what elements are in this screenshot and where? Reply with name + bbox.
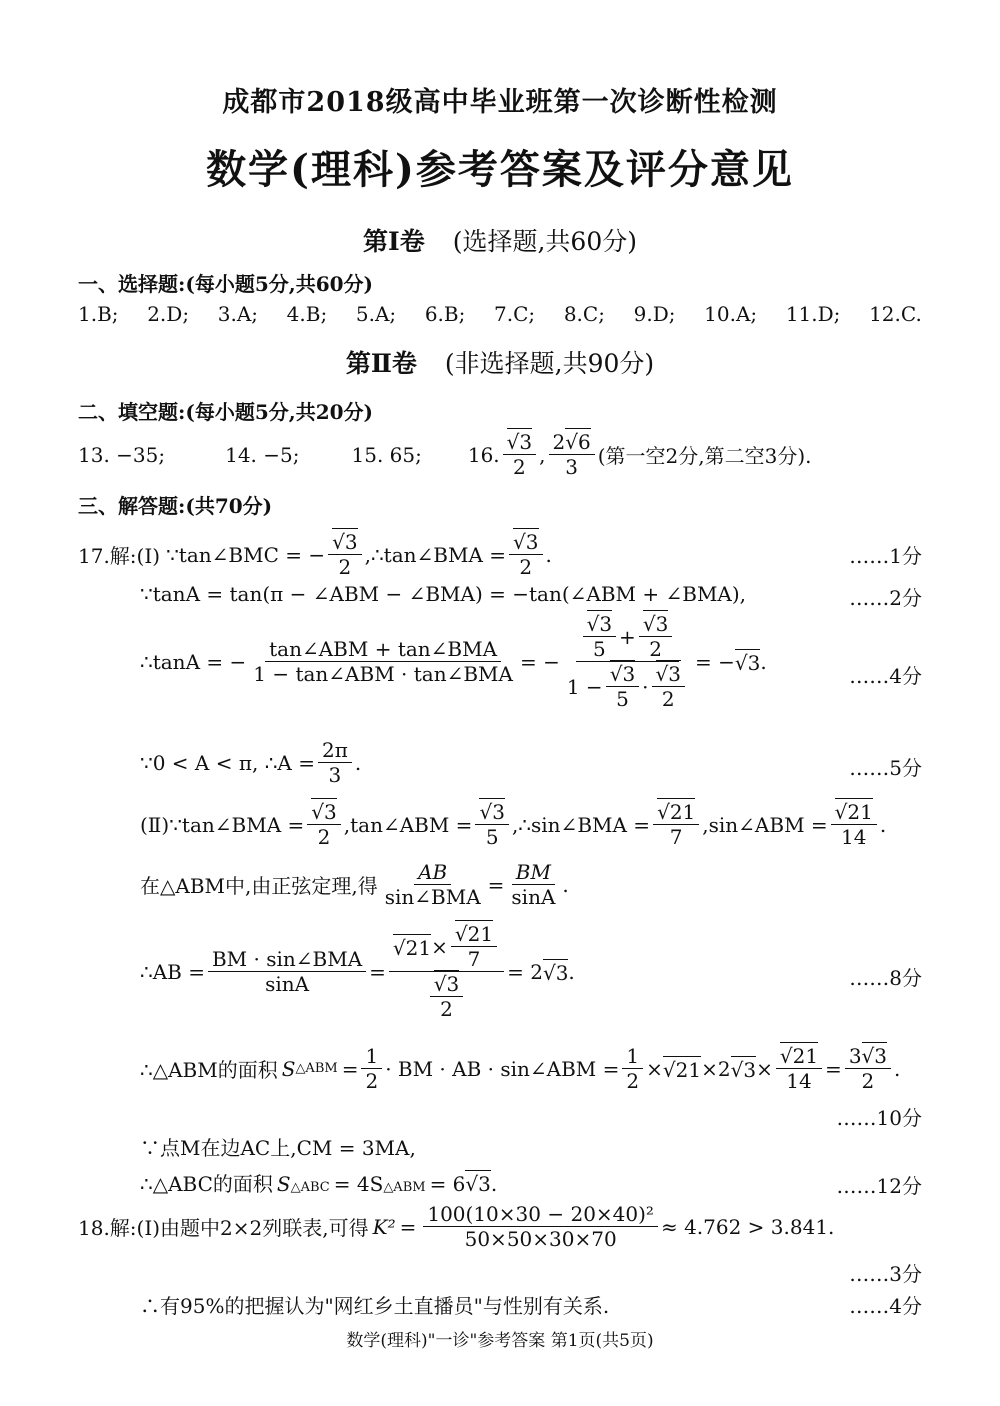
choice-answer: 3.A; (217, 302, 258, 326)
fill-answer-15: 15. 65; (351, 442, 422, 467)
q17-label: 17.解:(Ⅰ) (78, 544, 161, 568)
score-mark: ……4分 (849, 664, 922, 688)
fill-answer-16-fraction-2: $\frac{2√ 6}{3}$ (549, 430, 595, 479)
part1-title: 第Ⅰ卷 (363, 227, 425, 256)
solve-section-heading: 三、解答题:(共70分) (78, 494, 273, 518)
fill-answer-16-note: (第一空2分,第二空3分). (597, 444, 812, 468)
choice-section-heading: 一、选择题:(每小题5分,共60分) (78, 272, 374, 296)
score-mark: ……4分 (849, 1294, 922, 1318)
choice-answer: 6.B; (424, 302, 466, 326)
choice-answer: 7.C; (494, 302, 536, 326)
q17-line-9: ∵点M在边AC上,CM = 3MA, (140, 1136, 416, 1160)
score-mark: ……8分 (849, 966, 922, 990)
q17-line-10: ∴△ABC的面积 S △ABC = 4S △ABM = 6 √ 3 . (140, 1168, 497, 1197)
choice-answer: 8.C; (563, 302, 605, 326)
fraction: $\frac{2\pi}{3}$ (318, 738, 352, 787)
fill-answer-13: 13. −35; (78, 442, 166, 467)
fraction: $\frac{\text{tan∠ABM + tan∠BMA}}{\text{1 − tan∠ABM · tan∠BMA}}$ (253, 637, 513, 686)
q17-line-4: ∵0 < A < π, ∴A = $\frac{2\pi}{3}$ . (140, 738, 362, 787)
q17-line-7: ∴AB = $\frac{\text{BM · sin∠BMA}}{\sin A}$ = √ 21 × √ $\frac{21}{7}$ √ $\frac{3}{2}$ = 2 √ 3 . (140, 922, 575, 1021)
fill-answers-row: 13. −35; 14. −5; 15. 65; 16. √ $\frac{3}{2}$ , $\frac{2√ 6}{3}$ (第一空2分,第二空3分). (78, 430, 812, 479)
fill-section-heading: 二、填空题:(每小题5分,共20分) (78, 400, 374, 424)
q17-line-5: (Ⅱ) ∵tan∠BMA = √ $\frac{3}{2}$ ,tan∠ABM = √ $\frac{3}{5}$ ,∴sin∠BMA = √ $\frac{21}{7}$ ,sin∠ABM = √ $\frac{21}{14}$ . (140, 800, 886, 849)
score-mark: ……10分 (836, 1106, 922, 1130)
fill-answer-14: 14. −5; (225, 442, 300, 467)
q17-line-8: ∴△ABM的面积 S △ABM = $\frac{1}{2}$ · BM · AB · sin∠ABM = $\frac{1}{2}$ × √ 21 ×2 √ 3 × √ $\frac{21}{14}$ = $\frac{3√ 3}{2}$ . (140, 1044, 900, 1093)
part1-note: (选择题,共60分) (452, 227, 637, 256)
part2-title: 第Ⅱ卷 (345, 349, 417, 378)
choice-answer: 1.B; (78, 302, 119, 326)
fraction: √ $\frac{3}{2}$ (328, 530, 361, 579)
q18-line-1: 18.解:(Ⅰ)由题中2×2列联表,可得 K² = $\frac{\text{100(10×30 − 20×40)²}}{50\times 50\times 30\times 70}$ ≈ 4.762 > 3.841. (78, 1202, 835, 1251)
fill-answer-16-fraction-1: √ $\frac{3}{2}$ (503, 430, 536, 479)
choice-answers-row (78, 302, 922, 326)
choice-answer: 4.B; (286, 302, 328, 326)
q17-line-2: ∵tanA = tan(π − ∠ABM − ∠BMA) = −tan(∠ABM + ∠BMA), (140, 582, 747, 606)
part2-note: (非选择题,共90分) (444, 349, 655, 378)
choice-answer: 5.A; (355, 302, 397, 326)
choice-answer: 2.D; (147, 302, 190, 326)
choice-answer: 11.D; (785, 302, 841, 326)
part2-heading (0, 344, 1000, 380)
q18-label: 18.解:(Ⅰ)由题中2×2列联表,可得 (78, 1216, 369, 1240)
choice-answer: 9.D; (633, 302, 676, 326)
score-mark: ……12分 (836, 1174, 922, 1198)
q18-line-2: ∴有95%的把握认为"网红乡土直播员"与性别有关系. (140, 1294, 610, 1318)
page-footer: 数学(理科)"一诊"参考答案 第1页(共5页) (346, 1331, 654, 1351)
q17-line-1: 17.解:(Ⅰ) ∵tan∠BMC = − √ $\frac{3}{2}$ ,∴tan∠BMA = √ $\frac{3}{2}$ . (78, 530, 552, 579)
part1-heading (0, 222, 1000, 258)
score-mark: ……1分 (849, 544, 922, 568)
answer-title: 数学(理科)参考答案及评分意见 (206, 146, 794, 193)
q17-line-6: 在△ABM中,由正弦定理,得 $\frac{AB}{\text{sin∠BMA}}$ = $\frac{BM}{\sin A}$ . (140, 860, 569, 909)
fraction: √ $\frac{3}{2}$ (509, 530, 542, 579)
q17-line-3: ∴tanA = − $\frac{\text{tan∠ABM + tan∠BMA}}{\text{1 − tan∠ABM · tan∠BMA}}$ = − √ $\frac{3}{5}$ + √ $\frac{3}{2}$ 1 − √ $\frac{3}{5}$ · √ $\frac{3}{2}$ = − √ 3 . (140, 612, 767, 711)
choice-answer: 12.C. (869, 302, 922, 326)
choice-answer: 10.A; (704, 302, 758, 326)
score-mark: ……2分 (849, 586, 922, 610)
fill-answer-16-label: 16. (467, 442, 500, 467)
exam-title: 成都市2018级高中毕业班第一次诊断性检测 (222, 87, 778, 118)
score-mark: ……5分 (849, 756, 922, 780)
score-mark: ……3分 (849, 1262, 922, 1286)
nested-fraction: √ $\frac{3}{5}$ + √ $\frac{3}{2}$ 1 − √ $\frac{3}{5}$ · √ $\frac{3}{2}$ (563, 612, 692, 711)
